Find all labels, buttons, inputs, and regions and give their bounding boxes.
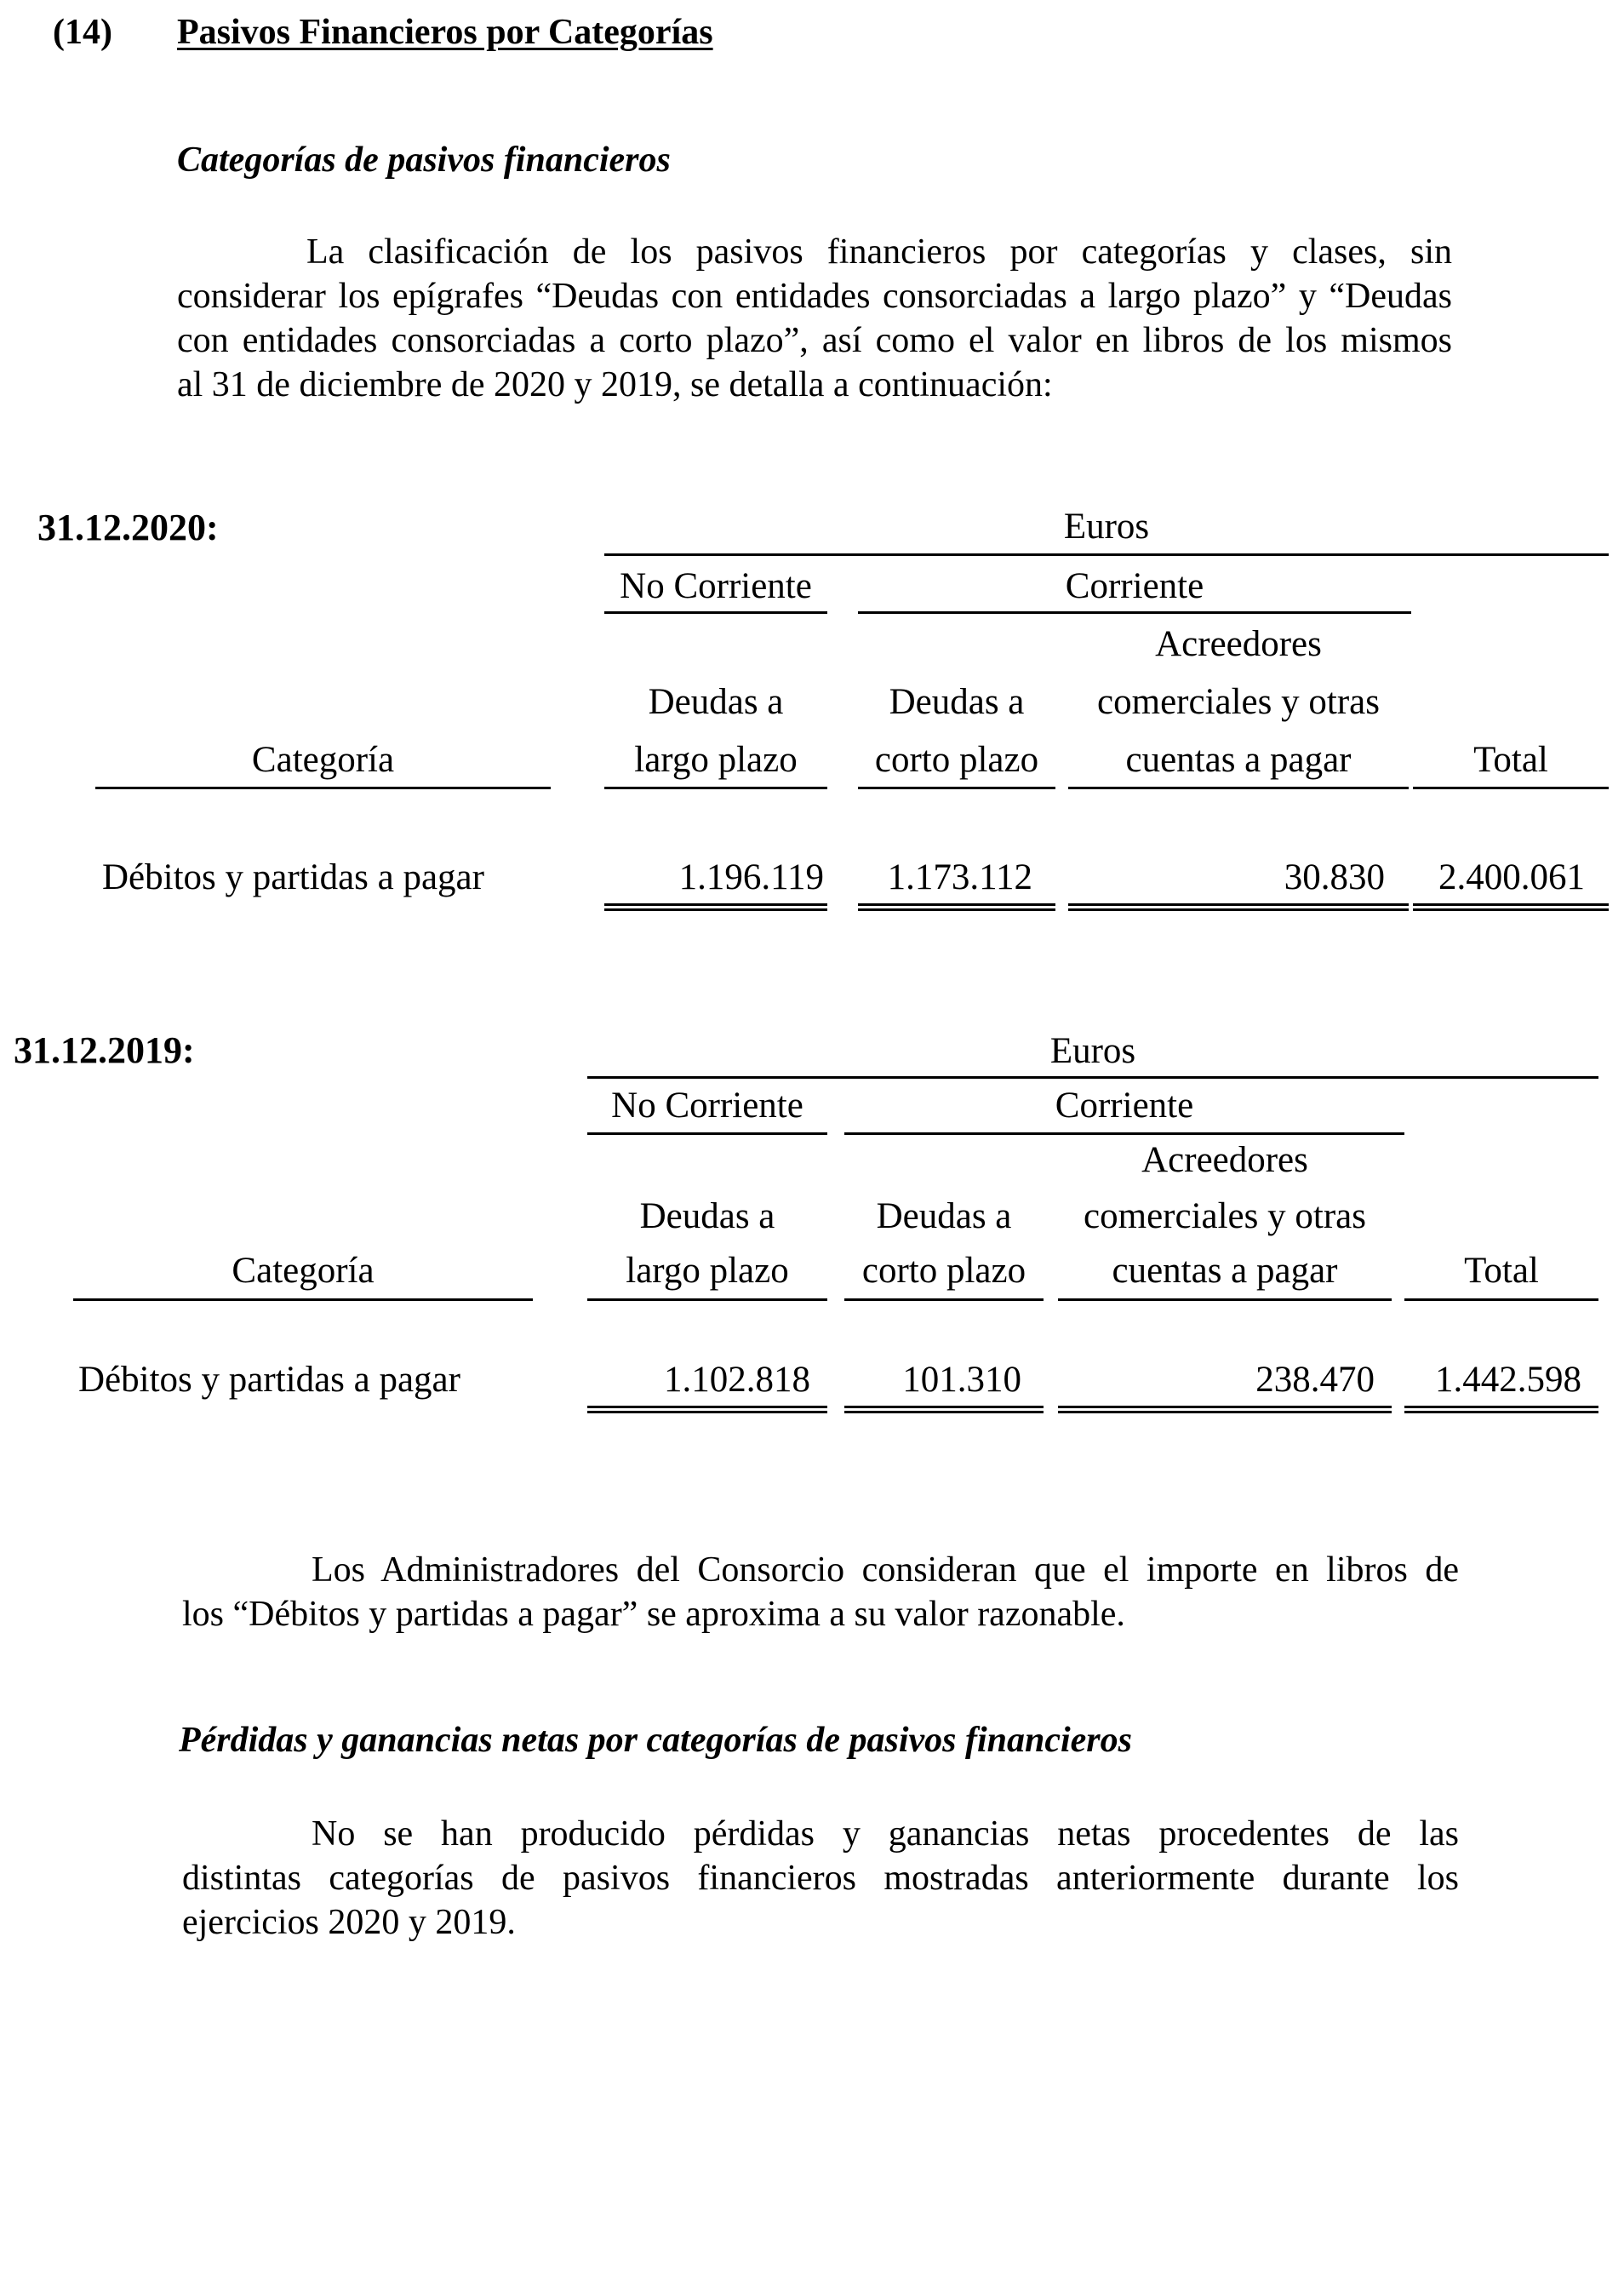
double-rule-corto — [858, 903, 1055, 911]
double-rule-total — [1404, 1406, 1598, 1413]
date-label-2020: 31.12.2020: — [37, 507, 219, 548]
paragraph-line: No se han producido pérdidas y ganancias netas procedentes de las — [312, 1814, 1459, 1854]
row-label-debitos: Débitos y partidas a pagar — [102, 857, 484, 897]
col-corto-line2: corto plazo — [861, 1251, 1026, 1291]
rule-no-corriente — [587, 1132, 827, 1135]
date-label-2019: 31.12.2019: — [14, 1029, 195, 1071]
paragraph-line: distintas categorías de pasivos financieros mostradas anteriormente durante los — [182, 1859, 1459, 1898]
row-label-debitos: Débitos y partidas a pagar — [78, 1360, 460, 1400]
group-corriente: Corriente — [1055, 1086, 1194, 1126]
rule-col-total — [1413, 787, 1609, 789]
paragraph-line: La clasificación de los pasivos financieros por categorías y clases, sin — [306, 232, 1452, 272]
col-largo-line1: Deudas a — [648, 682, 784, 722]
rule-units — [604, 553, 1609, 556]
col-acreedores-line1: Acreedores — [1141, 1140, 1308, 1180]
rule-col-largo — [587, 1298, 827, 1301]
paragraph-line: con entidades consorciadas a corto plazo”, así como el valor en libros de los mismos — [177, 321, 1452, 360]
double-rule-largo — [604, 903, 827, 911]
paragraph-clasificacion — [177, 230, 1452, 407]
paragraph-perdidas — [182, 1812, 1459, 1945]
cell-total: 1.442.598 — [1435, 1360, 1581, 1400]
col-corto-line1: Deudas a — [876, 1196, 1012, 1236]
rule-col-acreedores — [1068, 787, 1409, 789]
units-header: Euros — [1049, 1031, 1136, 1071]
rule-col-total — [1404, 1298, 1598, 1301]
paragraph-line: ejercicios 2020 y 2019. — [182, 1903, 516, 1942]
col-corto-line2: corto plazo — [874, 740, 1039, 780]
double-rule-acreedores — [1068, 903, 1409, 911]
col-total: Total — [1473, 740, 1548, 780]
subsection-title-perdidas: Pérdidas y ganancias netas por categorías de pasivos financieros — [179, 1721, 1132, 1760]
rule-units — [587, 1076, 1598, 1079]
cell-largo-plazo: 1.196.119 — [678, 857, 824, 897]
section-title: Pasivos Financieros por Categorías — [177, 13, 713, 52]
rule-col-acreedores — [1058, 1298, 1392, 1301]
col-acreedores-line1: Acreedores — [1155, 624, 1322, 664]
double-rule-corto — [844, 1406, 1044, 1413]
group-corriente: Corriente — [1065, 566, 1204, 606]
paragraph-administradores — [182, 1548, 1459, 1636]
cell-corto-plazo: 1.173.112 — [887, 857, 1032, 897]
col-acreedores-line2: comerciales y otras — [1084, 1196, 1366, 1236]
paragraph-line: Los Administradores del Consorcio consideran que el importe en libros de — [312, 1550, 1459, 1590]
rule-no-corriente — [604, 611, 827, 614]
cell-total: 2.400.061 — [1438, 857, 1585, 897]
rule-col-corto — [844, 1298, 1044, 1301]
col-acreedores-line3: cuentas a pagar — [1125, 740, 1352, 780]
col-largo-line2: largo plazo — [626, 1251, 789, 1291]
rule-col-categoria — [95, 787, 551, 789]
rule-col-largo — [604, 787, 827, 789]
paragraph-line: los “Débitos y partidas a pagar” se aproxima a su valor razonable. — [182, 1595, 1125, 1634]
paragraph-line: al 31 de diciembre de 2020 y 2019, se detalla a continuación: — [177, 365, 1053, 404]
col-acreedores-line3: cuentas a pagar — [1112, 1251, 1338, 1291]
double-rule-total — [1413, 903, 1609, 911]
paragraph-line: considerar los epígrafes “Deudas con entidades consorciadas a largo plazo” y “Deudas — [177, 277, 1452, 316]
rule-col-categoria — [73, 1298, 533, 1301]
col-categoria: Categoría — [232, 1251, 375, 1291]
rule-corriente — [844, 1132, 1404, 1135]
rule-corriente — [858, 611, 1411, 614]
section-number: (14) — [53, 13, 112, 52]
cell-corto-plazo: 101.310 — [902, 1360, 1021, 1400]
units-header: Euros — [1063, 507, 1150, 547]
col-categoria: Categoría — [251, 740, 395, 780]
subsection-title-categorias: Categorías de pasivos financieros — [177, 140, 671, 180]
cell-acreedores: 238.470 — [1255, 1360, 1375, 1400]
double-rule-largo — [587, 1406, 827, 1413]
col-corto-line1: Deudas a — [889, 682, 1025, 722]
rule-col-corto — [858, 787, 1055, 789]
cell-acreedores: 30.830 — [1284, 857, 1385, 897]
group-no-corriente: No Corriente — [611, 1086, 803, 1126]
col-total: Total — [1464, 1251, 1539, 1291]
col-largo-line2: largo plazo — [634, 740, 798, 780]
double-rule-acreedores — [1058, 1406, 1392, 1413]
col-largo-line1: Deudas a — [639, 1196, 775, 1236]
group-no-corriente: No Corriente — [620, 566, 812, 606]
col-acreedores-line2: comerciales y otras — [1097, 682, 1380, 722]
cell-largo-plazo: 1.102.818 — [664, 1360, 810, 1400]
